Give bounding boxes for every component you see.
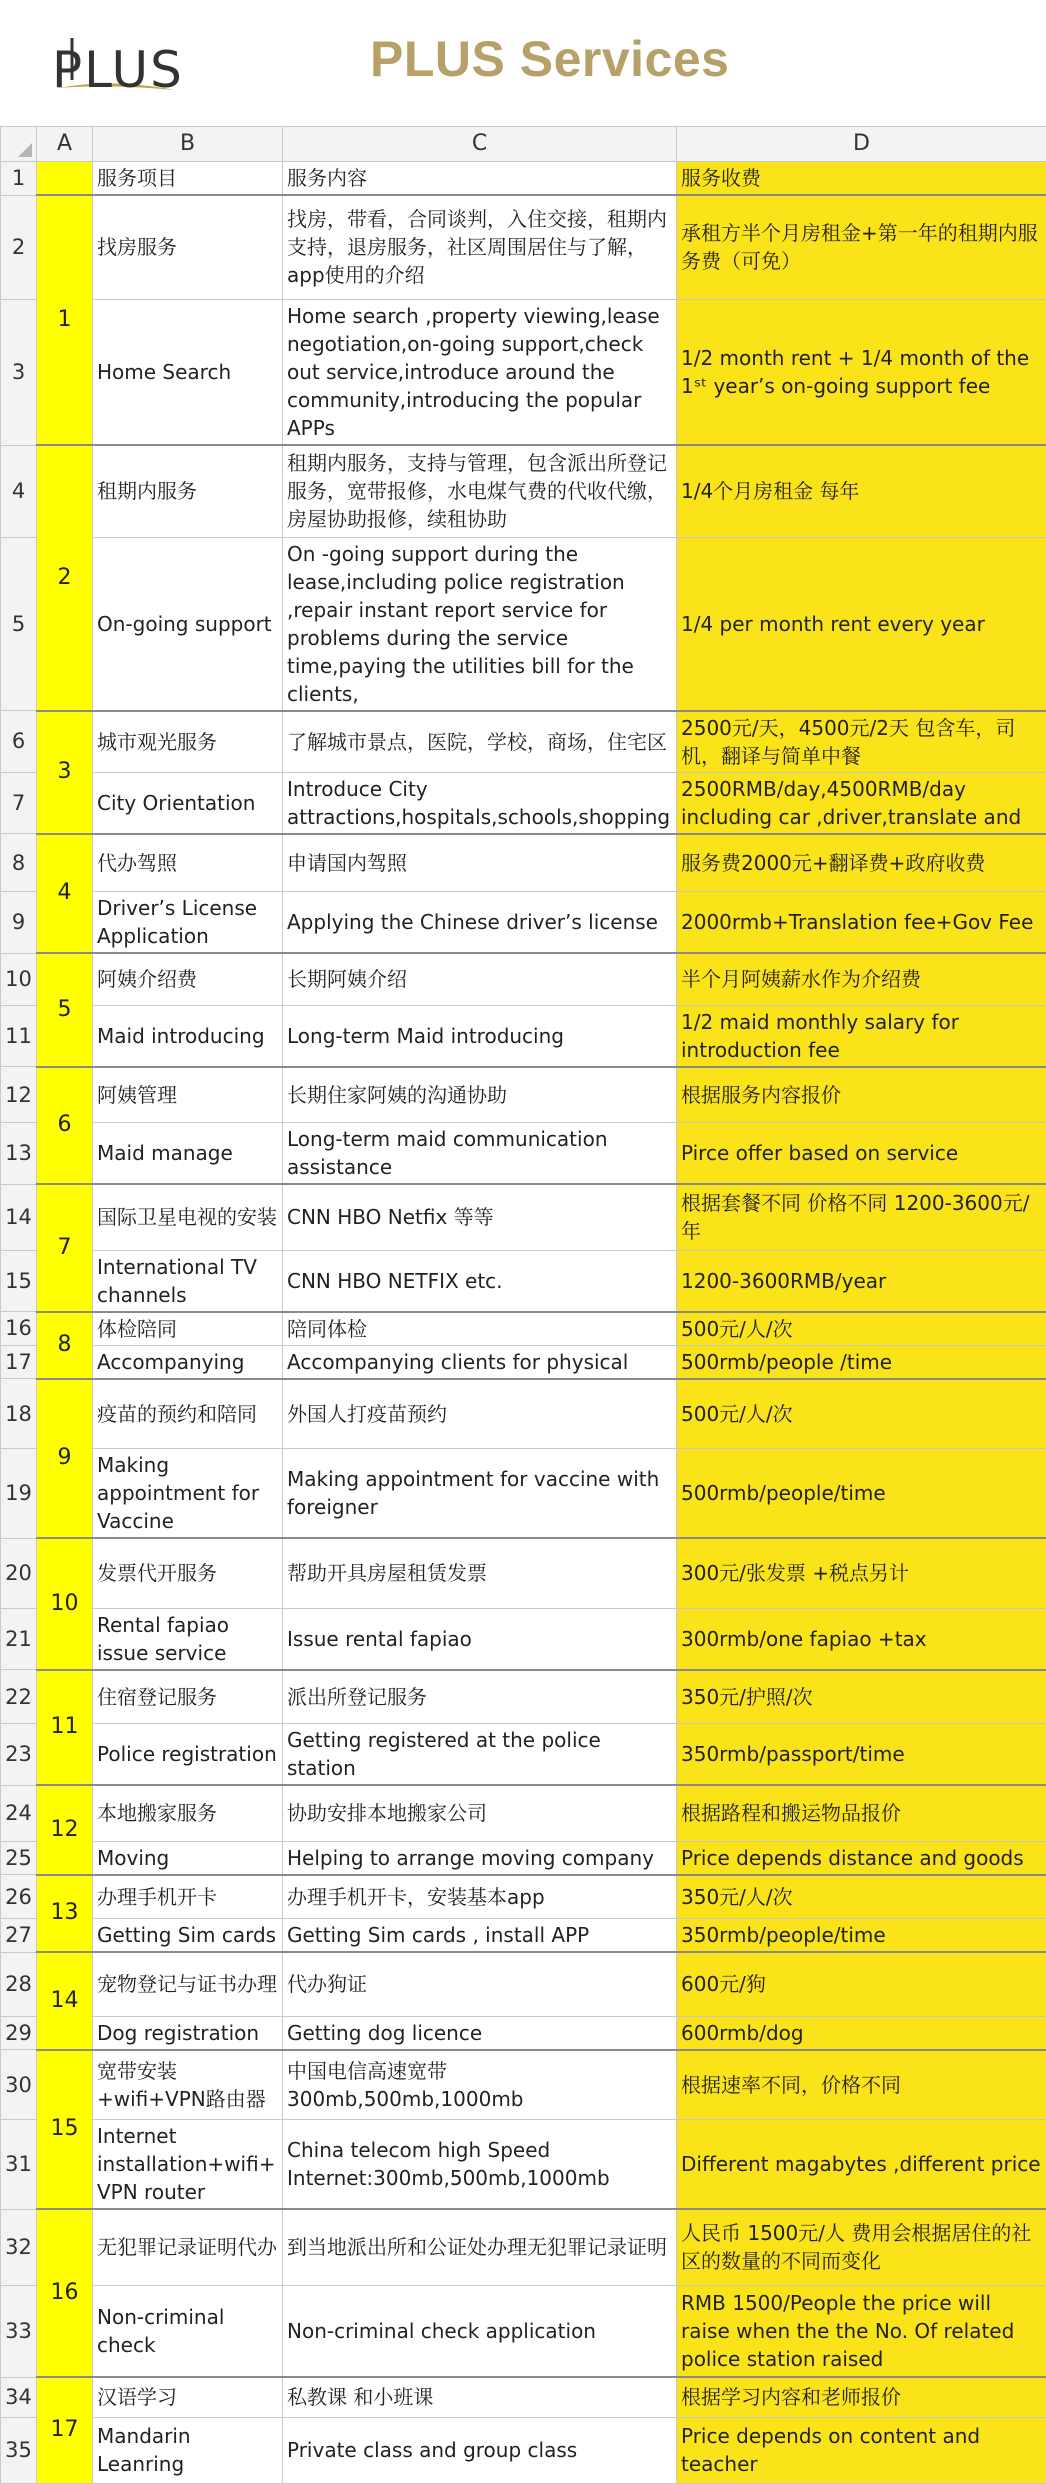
service-content-cell[interactable]: Getting registered at the police station: [283, 1724, 677, 1786]
service-fee-cell[interactable]: 350元/护照/次: [677, 1670, 1046, 1724]
service-fee-cell[interactable]: 1/2 maid monthly salary for introduction fee: [677, 1005, 1046, 1067]
group-number-cell[interactable]: 14: [37, 1952, 93, 2050]
service-item-cell[interactable]: 住宿登记服务: [93, 1670, 283, 1724]
service-item-cell[interactable]: 本地搬家服务: [93, 1785, 283, 1841]
service-content-cell[interactable]: CNN HBO NETFIX etc.: [283, 1250, 677, 1312]
table-row: [1, 1841, 1046, 1875]
row-number[interactable]: 28: [1, 1952, 37, 2016]
row-number[interactable]: 21: [1, 1608, 37, 1670]
table-row: [1, 2285, 1046, 2377]
table-row: [1, 2120, 1046, 2210]
service-content-cell[interactable]: Long-term Maid introducing: [283, 1005, 677, 1067]
row-number[interactable]: 33: [1, 2285, 37, 2377]
table-row: [1, 2209, 1046, 2285]
table-row: [1, 1670, 1046, 1724]
service-content-cell[interactable]: Private class and group class: [283, 2417, 677, 2483]
service-content-cell[interactable]: 中国电信高速宽带300mb,500mb,1000mb: [283, 2050, 677, 2120]
service-content-cell[interactable]: 租期内服务，支持与管理，包含派出所登记服务，宽带报修，水电煤气费的代收代缴，房屋协助报修，续租协助: [283, 445, 677, 537]
group-number-cell[interactable]: 1: [37, 195, 93, 445]
service-fee-cell[interactable]: 承租方半个月房租金+第一年的租期内服务费（可免）: [677, 195, 1046, 299]
service-content-cell[interactable]: 代办狗证: [283, 1952, 677, 2016]
service-item-cell[interactable]: Dog registration: [93, 2016, 283, 2050]
service-item-cell[interactable]: Police registration: [93, 1724, 283, 1786]
service-content-cell[interactable]: 私教课 和小班课: [283, 2377, 677, 2417]
service-fee-cell[interactable]: 600元/狗: [677, 1952, 1046, 2016]
service-item-cell[interactable]: 宠物登记与证书办理: [93, 1952, 283, 2016]
row-number[interactable]: 15: [1, 1250, 37, 1312]
service-item-cell[interactable]: 发票代开服务: [93, 1538, 283, 1608]
service-fee-cell[interactable]: 500元/人/次: [677, 1312, 1046, 1346]
table-row: [1, 445, 1046, 537]
table-row: [1, 1184, 1046, 1250]
group-number-cell[interactable]: 15: [37, 2050, 93, 2210]
row-number[interactable]: 19: [1, 1449, 37, 1539]
table-row: [1, 1312, 1046, 1346]
service-fee-cell[interactable]: 600rmb/dog: [677, 2016, 1046, 2050]
table-row: [1, 1123, 1046, 1185]
service-content-cell[interactable]: 到当地派出所和公证处办理无犯罪记录证明: [283, 2209, 677, 2285]
service-content-cell[interactable]: 长期住家阿姨的沟通协助: [283, 1067, 677, 1123]
service-content-cell[interactable]: 陪同体检: [283, 1312, 677, 1346]
table-row: [1, 1005, 1046, 1067]
table-row: [1, 834, 1046, 892]
row-number[interactable]: 16: [1, 1312, 37, 1346]
services-table: [0, 126, 1046, 2484]
table-row: [1, 892, 1046, 954]
service-content-cell[interactable]: Getting Sim cards , install APP: [283, 1919, 677, 1953]
service-fee-cell[interactable]: 350元/人/次: [677, 1875, 1046, 1919]
service-content-cell[interactable]: Getting dog licence: [283, 2016, 677, 2050]
service-content-cell[interactable]: 帮助开具房屋租赁发票: [283, 1538, 677, 1608]
service-content-cell[interactable]: Issue rental fapiao: [283, 1608, 677, 1670]
table-row: [1, 2016, 1046, 2050]
service-content-cell[interactable]: Introduce City attractions,hospitals,schools,shopping: [283, 772, 677, 834]
column-header-a[interactable]: A: [37, 127, 93, 162]
service-fee-cell[interactable]: 2000rmb+Translation fee+Gov Fee: [677, 892, 1046, 954]
service-item-cell[interactable]: International TV channels: [93, 1250, 283, 1312]
service-item-cell[interactable]: City Orientation: [93, 772, 283, 834]
row-number[interactable]: 18: [1, 1379, 37, 1449]
service-item-cell[interactable]: 体检陪同: [93, 1312, 283, 1346]
service-content-cell[interactable]: Home search ,property viewing,lease negotiation,on-going support,check out service,introduce around the community,introducing the popular APPs: [283, 299, 677, 445]
cell-a-header[interactable]: [37, 162, 93, 196]
row-number[interactable]: 12: [1, 1067, 37, 1123]
table-row: [1, 299, 1046, 445]
table-row: [1, 2050, 1046, 2120]
service-fee-cell[interactable]: 根据套餐不同 价格不同 1200-3600元/年: [677, 1184, 1046, 1250]
table-row: [1, 772, 1046, 834]
column-header-row: [1, 127, 1046, 162]
row-number[interactable]: 6: [1, 711, 37, 773]
service-item-cell[interactable]: Home Search: [93, 299, 283, 445]
service-content-cell[interactable]: Making appointment for vaccine with foreigner: [283, 1449, 677, 1539]
service-fee-cell[interactable]: 根据速率不同，价格不同: [677, 2050, 1046, 2120]
service-content-cell[interactable]: 长期阿姨介绍: [283, 953, 677, 1005]
row-number[interactable]: 22: [1, 1670, 37, 1724]
row-number[interactable]: 4: [1, 445, 37, 537]
service-fee-cell[interactable]: Price depends on content and teacher: [677, 2417, 1046, 2483]
service-item-cell[interactable]: Mandarin Leanring: [93, 2417, 283, 2483]
row-number[interactable]: 11: [1, 1005, 37, 1067]
table-row: [1, 1250, 1046, 1312]
service-content-cell[interactable]: On -going support during the lease,including police registration ,repair instant report service for problems during the service time,paying the utilities bill for the clients,: [283, 537, 677, 711]
service-content-cell[interactable]: 办理手机开卡，安装基本app: [283, 1875, 677, 1919]
row-number[interactable]: 17: [1, 1345, 37, 1379]
service-content-cell[interactable]: Accompanying clients for physical: [283, 1345, 677, 1379]
service-fee-cell[interactable]: 500元/人/次: [677, 1379, 1046, 1449]
table-header-row: [1, 162, 1046, 196]
service-fee-cell[interactable]: 300元/张发票 +税点另计: [677, 1538, 1046, 1608]
group-number-cell[interactable]: 5: [37, 953, 93, 1067]
row-number[interactable]: 35: [1, 2417, 37, 2483]
service-item-cell[interactable]: Getting Sim cards: [93, 1919, 283, 1953]
service-content-cell[interactable]: 了解城市景点，医院，学校，商场，住宅区: [283, 711, 677, 773]
table-row: [1, 2417, 1046, 2483]
plus-logo: [50, 30, 180, 100]
row-number[interactable]: 1: [1, 162, 37, 196]
service-item-cell[interactable]: Maid manage: [93, 1123, 283, 1185]
table-row: [1, 1608, 1046, 1670]
service-fee-cell[interactable]: Price depends distance and goods: [677, 1841, 1046, 1875]
row-number[interactable]: 9: [1, 892, 37, 954]
table-row: [1, 1379, 1046, 1449]
table-row: [1, 1724, 1046, 1786]
row-number[interactable]: 25: [1, 1841, 37, 1875]
service-item-cell[interactable]: 疫苗的预约和陪同: [93, 1379, 283, 1449]
service-item-cell[interactable]: 国际卫星电视的安装: [93, 1184, 283, 1250]
service-content-cell[interactable]: Applying the Chinese driver’s license: [283, 892, 677, 954]
service-item-cell[interactable]: On-going support: [93, 537, 283, 711]
group-number-cell[interactable]: 8: [37, 1312, 93, 1379]
service-item-cell[interactable]: Making appointment for Vaccine: [93, 1449, 283, 1539]
service-fee-cell[interactable]: 根据服务内容报价: [677, 1067, 1046, 1123]
service-item-cell[interactable]: 宽带安装+wifi+VPN路由器: [93, 2050, 283, 2120]
service-fee-cell[interactable]: 半个月阿姨薪水作为介绍费: [677, 953, 1046, 1005]
select-all-corner[interactable]: [1, 127, 37, 162]
row-number[interactable]: 2: [1, 195, 37, 299]
group-number-cell[interactable]: 9: [37, 1379, 93, 1539]
service-fee-cell[interactable]: 根据路程和搬运物品报价: [677, 1785, 1046, 1841]
row-number[interactable]: 29: [1, 2016, 37, 2050]
service-item-cell[interactable]: Accompanying: [93, 1345, 283, 1379]
group-number-cell[interactable]: 17: [37, 2377, 93, 2483]
service-fee-cell[interactable]: 服务费2000元+翻译费+政府收费: [677, 834, 1046, 892]
service-content-cell[interactable]: China telecom high Speed Internet:300mb,500mb,1000mb: [283, 2120, 677, 2210]
row-number[interactable]: 14: [1, 1184, 37, 1250]
service-content-cell[interactable]: Long-term maid communication assistance: [283, 1123, 677, 1185]
column-header-b[interactable]: B: [93, 127, 283, 162]
row-number[interactable]: 30: [1, 2050, 37, 2120]
row-number[interactable]: 7: [1, 772, 37, 834]
service-fee-cell[interactable]: 350rmb/people/time: [677, 1919, 1046, 1953]
service-fee-cell[interactable]: 1/2 month rent + 1/4 month of the 1ˢᵗ year’s on-going support fee: [677, 299, 1046, 445]
group-number-cell[interactable]: 4: [37, 834, 93, 954]
page-title: PLUS Services: [370, 30, 729, 88]
row-number[interactable]: 34: [1, 2377, 37, 2417]
service-item-cell[interactable]: 代办驾照: [93, 834, 283, 892]
row-number[interactable]: 24: [1, 1785, 37, 1841]
service-fee-cell[interactable]: 根据学习内容和老师报价: [677, 2377, 1046, 2417]
table-row: [1, 1538, 1046, 1608]
table-row: [1, 2377, 1046, 2417]
service-fee-cell[interactable]: 500rmb/people /time: [677, 1345, 1046, 1379]
service-item-cell[interactable]: Non-criminal check: [93, 2285, 283, 2377]
service-item-cell[interactable]: 无犯罪记录证明代办: [93, 2209, 283, 2285]
group-number-cell[interactable]: 10: [37, 1538, 93, 1670]
service-content-cell[interactable]: Non-criminal check application: [283, 2285, 677, 2377]
service-content-cell[interactable]: 协助安排本地搬家公司: [283, 1785, 677, 1841]
table-row: [1, 537, 1046, 711]
table-row: [1, 1449, 1046, 1539]
row-number[interactable]: 27: [1, 1919, 37, 1953]
header-service-content[interactable]: 服务内容: [283, 162, 677, 196]
group-number-cell[interactable]: 7: [37, 1184, 93, 1312]
column-header-d[interactable]: D: [677, 127, 1046, 162]
service-item-cell[interactable]: Internet installation+wifi+VPN router: [93, 2120, 283, 2210]
table-row: [1, 1952, 1046, 2016]
service-item-cell[interactable]: 城市观光服务: [93, 711, 283, 773]
service-item-cell[interactable]: Rental fapiao issue service: [93, 1608, 283, 1670]
service-fee-cell[interactable]: 1/4个月房租金 每年: [677, 445, 1046, 537]
table-row: [1, 195, 1046, 299]
column-header-c[interactable]: C: [283, 127, 677, 162]
row-number[interactable]: 3: [1, 299, 37, 445]
service-content-cell[interactable]: 外国人打疫苗预约: [283, 1379, 677, 1449]
page-header: [0, 0, 1046, 126]
service-item-cell[interactable]: 租期内服务: [93, 445, 283, 537]
row-number[interactable]: 8: [1, 834, 37, 892]
row-number[interactable]: 10: [1, 953, 37, 1005]
table-row: [1, 1345, 1046, 1379]
service-item-cell[interactable]: Maid introducing: [93, 1005, 283, 1067]
group-number-cell[interactable]: 2: [37, 445, 93, 711]
service-fee-cell[interactable]: 1/4 per month rent every year: [677, 537, 1046, 711]
service-content-cell[interactable]: CNN HBO Netfix 等等: [283, 1184, 677, 1250]
row-number[interactable]: 20: [1, 1538, 37, 1608]
service-fee-cell[interactable]: 2500RMB/day,4500RMB/day including car ,driver,translate and: [677, 772, 1046, 834]
row-number[interactable]: 5: [1, 537, 37, 711]
row-number[interactable]: 13: [1, 1123, 37, 1185]
service-fee-cell[interactable]: 2500元/天，4500元/2天 包含车，司机，翻译与简单中餐: [677, 711, 1046, 773]
row-number[interactable]: 32: [1, 2209, 37, 2285]
row-number[interactable]: 23: [1, 1724, 37, 1786]
service-fee-cell[interactable]: RMB 1500/People the price will raise when the the No. Of related police station raised: [677, 2285, 1046, 2377]
service-content-cell[interactable]: 申请国内驾照: [283, 834, 677, 892]
service-content-cell[interactable]: Helping to arrange moving company: [283, 1841, 677, 1875]
service-item-cell[interactable]: 汉语学习: [93, 2377, 283, 2417]
group-number-cell[interactable]: 3: [37, 711, 93, 834]
table-row: [1, 1785, 1046, 1841]
service-fee-cell[interactable]: Pirce offer based on service: [677, 1123, 1046, 1185]
service-content-cell[interactable]: 派出所登记服务: [283, 1670, 677, 1724]
table-row: [1, 953, 1046, 1005]
header-service-item[interactable]: 服务项目: [93, 162, 283, 196]
group-number-cell[interactable]: 16: [37, 2209, 93, 2377]
service-item-cell[interactable]: Moving: [93, 1841, 283, 1875]
table-row: [1, 711, 1046, 773]
row-number[interactable]: 26: [1, 1875, 37, 1919]
service-item-cell[interactable]: 阿姨管理: [93, 1067, 283, 1123]
header-service-fee[interactable]: 服务收费: [677, 162, 1046, 196]
table-row: [1, 1875, 1046, 1919]
table-row: [1, 1919, 1046, 1953]
group-number-cell[interactable]: 12: [37, 1785, 93, 1875]
group-number-cell[interactable]: 6: [37, 1067, 93, 1185]
service-content-cell[interactable]: 找房，带看，合同谈判，入住交接，租期内支持，退房服务，社区周围居住与了解，app使用的介绍: [283, 195, 677, 299]
service-fee-cell[interactable]: 300rmb/one fapiao +tax: [677, 1608, 1046, 1670]
service-fee-cell[interactable]: Different magabytes ,different price: [677, 2120, 1046, 2210]
service-fee-cell[interactable]: 1200-3600RMB/year: [677, 1250, 1046, 1312]
group-number-cell[interactable]: 13: [37, 1875, 93, 1953]
group-number-cell[interactable]: 11: [37, 1670, 93, 1786]
service-fee-cell[interactable]: 人民币 1500元/人 费用会根据居住的社区的数量的不同而变化: [677, 2209, 1046, 2285]
service-item-cell[interactable]: 办理手机开卡: [93, 1875, 283, 1919]
service-item-cell[interactable]: 找房服务: [93, 195, 283, 299]
service-item-cell[interactable]: 阿姨介绍费: [93, 953, 283, 1005]
service-fee-cell[interactable]: 350rmb/passport/time: [677, 1724, 1046, 1786]
table-row: [1, 1067, 1046, 1123]
row-number[interactable]: 31: [1, 2120, 37, 2210]
logo-text: PLUS: [52, 40, 184, 100]
service-fee-cell[interactable]: 500rmb/people/time: [677, 1449, 1046, 1539]
service-item-cell[interactable]: Driver’s License Application: [93, 892, 283, 954]
